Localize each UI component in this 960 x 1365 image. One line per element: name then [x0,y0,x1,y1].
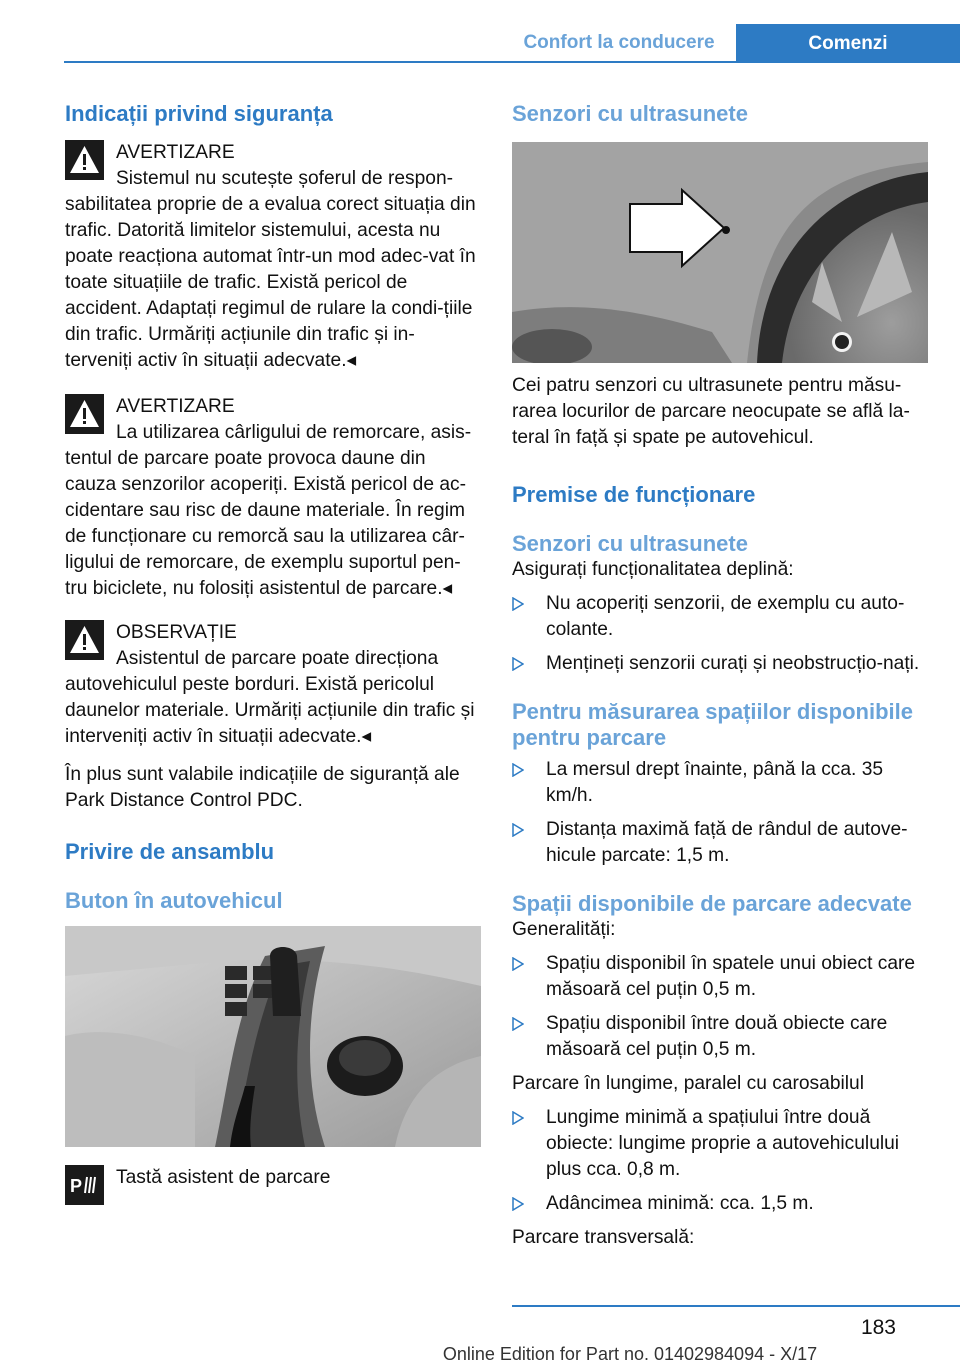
warning-block-2 [65,394,481,602]
bullet-triangle-icon [512,823,524,837]
list-item: Spațiu disponibil între două obiecte care măsoară cel puțin 0,5 m. [512,1011,928,1063]
list-item: Lungime minimă a spațiului între două obiecte: lungime proprie a autovehiculului plus cca. 0,8 m. [512,1105,928,1183]
list-item: Mențineți senzorii curați și neobstrucțio-nați. [512,651,928,677]
bullet-triangle-icon [512,1197,524,1211]
bullet-triangle-icon [512,957,524,971]
warning-block-1 [65,140,481,374]
right-column [512,100,928,1251]
observation-text: autovehiculul peste borduri. Există pericolul daunelor materiale. Urmăriți acțiunile din trafic și interveniți activ în situații adecvate.◂ [65,674,475,747]
extra-note: În plus sunt valabile indicațiile de siguranță ale Park Distance Control PDC. [65,764,460,811]
park-assist-caption: Tastă asistent de parcare [116,1167,331,1188]
parallel-label: Parcare în lungime, paralel cu carosabilul [512,1073,864,1094]
list-item: Spațiu disponibil în spatele unui obiect care măsoară cel puțin 0,5 m. [512,951,928,1003]
safety-title: Indicații privind siguranța [65,101,333,126]
parallel-list [512,1105,928,1217]
premise-sensors-subtitle: Senzori cu ultrasunete [512,531,748,556]
edition-footer: Online Edition for Part no. 01402984094 - X/17 [442,1344,818,1364]
page-number: 183 [860,1316,896,1339]
list-item: Distanța maximă față de rândul de autove-hicule parcate: 1,5 m. [512,817,928,869]
transverse-label: Parcare transversală: [512,1227,695,1248]
sensors-text: Cei patru senzori cu ultrasunete pentru măsu-rarea locurilor de parcare neocupate se află la-teral în față și spate pe autovehicul. [512,375,910,448]
left-column [65,100,481,1196]
sensors-title: Senzori cu ultrasunete [512,101,748,126]
sensor-photo [512,142,928,363]
general-list [512,951,928,1063]
warning-first-line: Sistemul nu scutește șoferul de respon- [116,168,454,189]
observation-first-line: Asistentul de parcare poate direcționa [116,648,439,669]
footer-rule [512,1305,960,1307]
list-item: Nu acoperiți senzorii, de exemplu cu auto-colante. [512,591,928,643]
console-photo [65,926,481,1147]
sensors-list [512,591,928,677]
section-tab: Confort la conducere [523,31,715,53]
sensors-intro: Asigurați funcționalitatea deplină: [512,559,794,580]
measure-list [512,757,928,869]
list-item: Adâncimea minimă: cca. 1,5 m. [512,1191,928,1217]
warning-icon [65,620,104,660]
warning-label: AVERTIZARE [116,396,235,417]
warning-icon [65,140,104,180]
bullet-triangle-icon [512,1017,524,1031]
svg-text:P: P [70,1176,83,1196]
bullet-triangle-icon [512,657,524,671]
spaces-subtitle: Spații disponibile de parcare adecvate [512,891,912,916]
warning-text: sabilitatea proprie de a evalua corect situația din trafic. Datorită limitelor sistemului, acesta nu poate reacționa automat într-un mod adec-vat în toate situațiile de trafic. Există pericol de accident. Adaptați regimul de rulare la condi-țiile din trafic. Urmăriți acțiunile din trafic și in-terveniți activ în situații adecvate.◂ [65,194,476,371]
park-assist-icon [65,1165,104,1205]
warning-icon [65,394,104,434]
list-item: La mersul drept înainte, până la cca. 35 km/h. [512,757,928,809]
observation-block [65,620,481,750]
general-label: Generalități: [512,919,616,940]
bullet-triangle-icon [512,597,524,611]
overview-title: Privire de ansamblu [65,839,275,864]
warning-first-line: La utilizarea cârligului de remorcare, asis- [116,422,472,443]
bullet-triangle-icon [512,1111,524,1125]
warning-text: tentul de parcare poate provoca daune din cauza senzorilor acoperiți. Există pericol de ac-cidentare sau risc de daune materiale. În regim de funcționare cu remorcă sau la utilizarea câr-ligului de remorcare, de exemplu suportul pen-tru biciclete, nu folosiți asistentul de parcare.◂ [65,448,466,599]
button-subtitle: Buton în autovehicul [65,888,283,913]
premise-title: Premise de funcționare [512,482,756,507]
park-assist-key [65,1165,481,1196]
warning-label: AVERTIZARE [116,142,235,163]
chapter-tab: Comenzi [736,24,960,63]
measure-subtitle: Pentru măsurarea spațiilor disponibile pentru parcare [512,699,913,750]
observation-label: OBSERVAȚIE [116,622,237,643]
bullet-triangle-icon [512,763,524,777]
